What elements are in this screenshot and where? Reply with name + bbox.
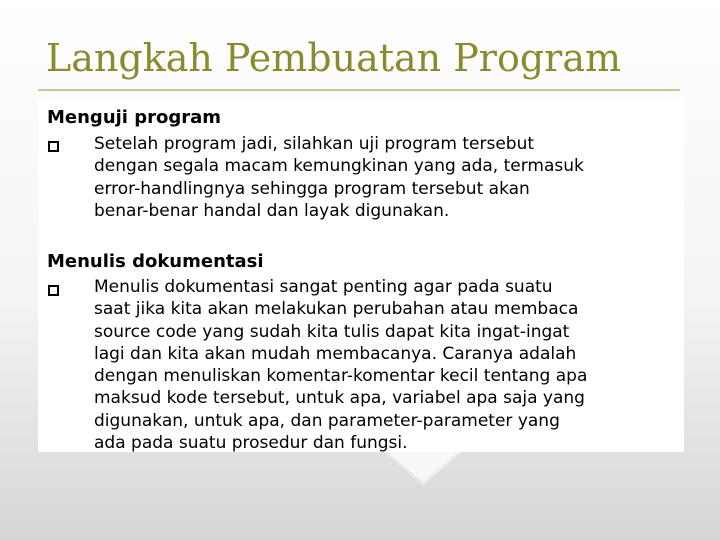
text-line: dengan segala macam kemungkinan yang ada, termasuk	[94, 156, 584, 177]
hollow-square-bullet-icon	[48, 285, 59, 296]
text-line: dengan menuliskan komentar-komentar kecil tentang apa	[94, 366, 588, 387]
hollow-square-bullet-icon	[48, 141, 59, 152]
slide-title: Langkah Pembuatan Program	[46, 36, 622, 80]
bullet-text-testing	[94, 133, 584, 222]
title-divider	[38, 89, 680, 91]
text-line: Menulis dokumentasi sangat penting agar pada suatu	[94, 277, 553, 297]
section-heading-documentation: Menulis dokumentasi	[47, 251, 264, 272]
text-line: error-handlingnya sehingga program tersebut akan	[94, 178, 530, 199]
text-line: digunakan, untuk apa, dan parameter-parameter yang	[94, 410, 560, 431]
text-line: ada pada suatu prosedur dan fungsi.	[94, 433, 408, 454]
section-heading-testing: Menguji program	[47, 107, 222, 128]
text-line: benar-benar handal dan layak digunakan.	[94, 200, 450, 221]
text-line: source code yang sudah kita tulis dapat kita ingat-ingat	[94, 321, 570, 342]
down-arrow-decoration	[384, 452, 462, 486]
text-line: lagi dan kita akan mudah membacanya. Caranya adalah	[94, 343, 577, 364]
text-line: saat jika kita akan melakukan perubahan atau membaca	[94, 299, 579, 320]
content-panel	[38, 98, 684, 452]
text-line: Setelah program jadi, silahkan uji program tersebut	[94, 134, 535, 154]
bullet-text-documentation	[94, 276, 587, 454]
text-line: maksud kode tersebut, untuk apa, variabel apa saja yang	[94, 388, 585, 409]
